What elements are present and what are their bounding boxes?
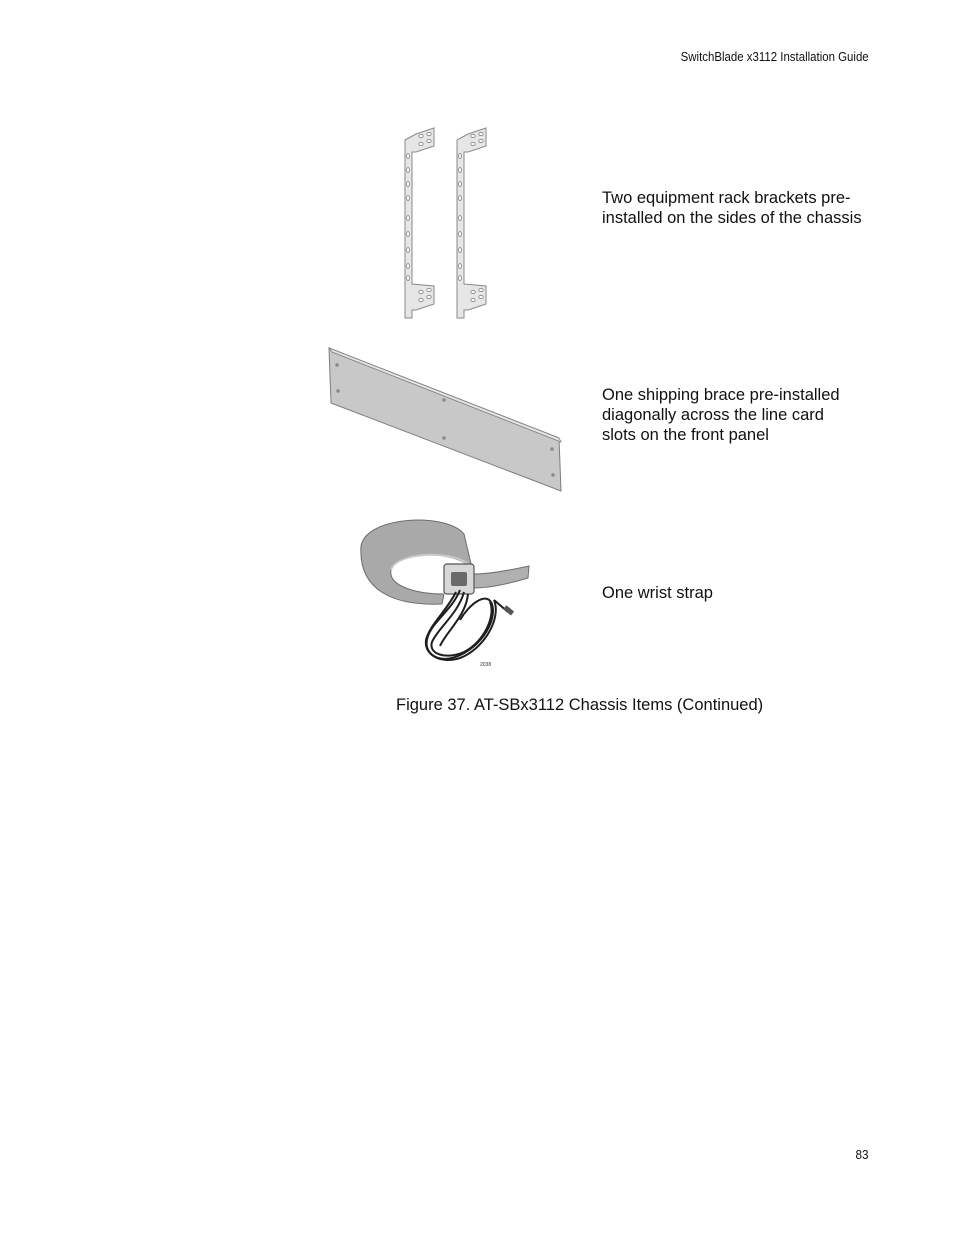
illustration-number-label: 2038 <box>480 662 492 668</box>
page-number: 83 <box>854 1147 868 1162</box>
item-description-rack-brackets: Two equipment rack brackets pre-installed on the sides of the chassis <box>602 189 862 227</box>
shipping-brace-illustration <box>326 345 564 495</box>
wrist-strap-illustration <box>356 512 536 672</box>
figure-caption: Figure 37. AT-SBx3112 Chassis Items (Continued) <box>396 696 764 714</box>
running-header: SwitchBlade x3112 Installation Guide <box>680 49 869 64</box>
item-description-shipping-brace: One shipping brace pre-installed diagonally across the line card slots on the front panel <box>602 386 840 444</box>
rack-brackets-illustration <box>388 126 498 322</box>
item-description-wrist-strap: One wrist strap <box>602 584 713 602</box>
